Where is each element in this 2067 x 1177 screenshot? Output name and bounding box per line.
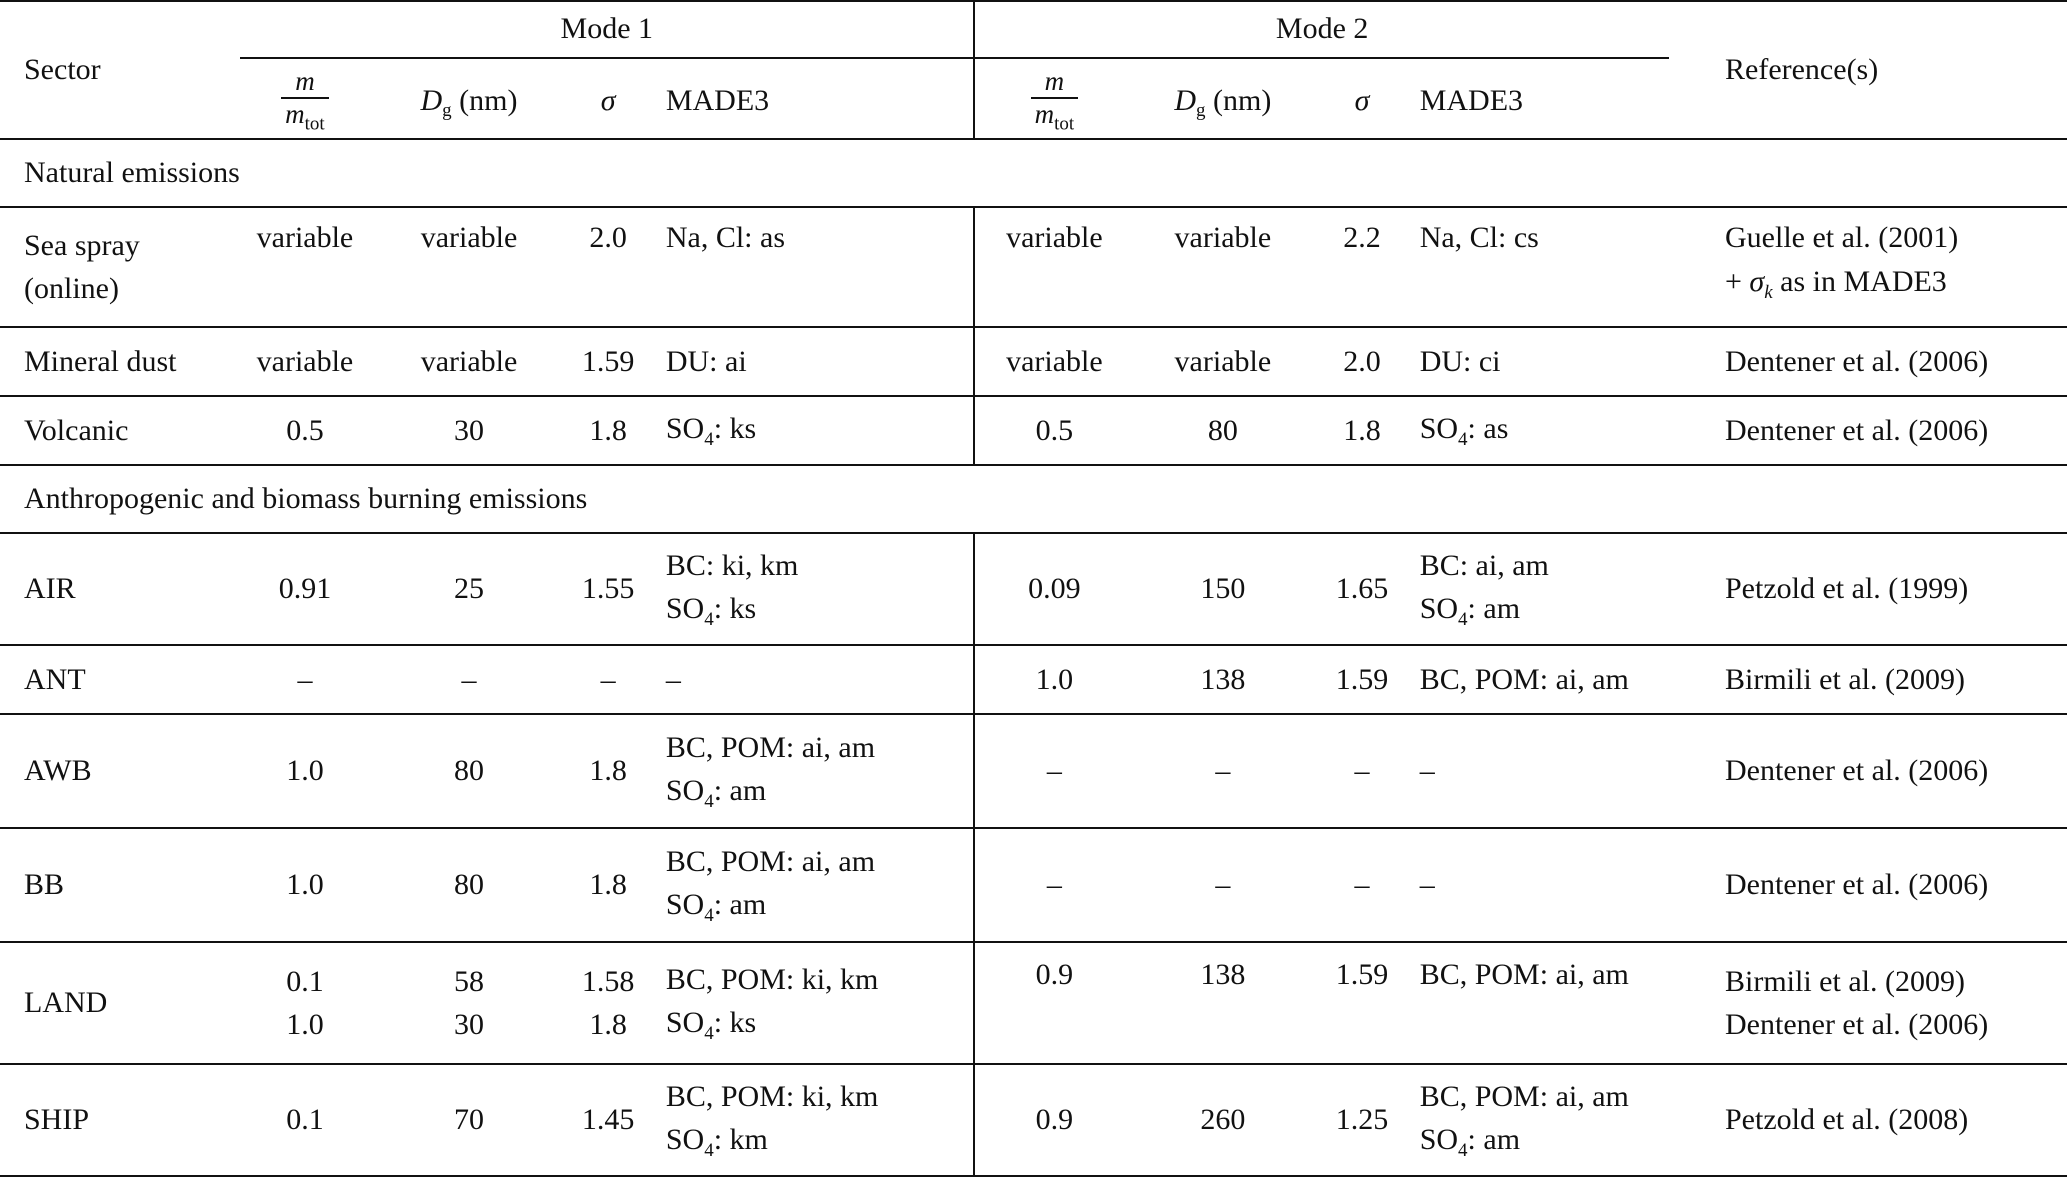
header-m2-made3: MADE3	[1419, 84, 1524, 118]
m1-made3-cell: DU: ai	[665, 344, 747, 378]
m2-fraction-cell: 0.09	[974, 533, 1133, 645]
m1-sigma-cell: 1.8	[589, 868, 627, 902]
section-row-anthropogenic	[0, 465, 2067, 533]
table-row-air	[0, 533, 2067, 645]
m1-fraction-cell: variable	[256, 344, 354, 378]
m2-fraction-cell: –	[974, 714, 1133, 828]
m1-made3-cell: Na, Cl: as	[665, 221, 785, 254]
section-label-natural: Natural emissions	[24, 156, 240, 190]
m1-sigma-cell: 2.0	[589, 221, 627, 254]
m1-fraction-cell: –	[297, 662, 313, 696]
m1-made3-cell: BC, POM: ai, am $SO_4$: am	[665, 730, 876, 813]
sector-cell: AWB	[24, 754, 92, 788]
reference-cell: Petzold et al. (1999)	[1725, 572, 1969, 606]
m1-diameter-cell: 80	[454, 868, 484, 902]
sector-cell: BB	[24, 868, 65, 902]
m2-made3-cell: $SO_4$: as	[1419, 412, 1509, 451]
m2-sigma-cell: 1.59	[1335, 662, 1389, 696]
reference-cell: Petzold et al. (2008)	[1725, 1103, 1969, 1137]
m1-diameter-cell: 70	[454, 1103, 484, 1137]
m1-fraction-cell: 1.0	[286, 754, 324, 788]
m2-sigma-cell: 1.65	[1335, 572, 1389, 606]
m2-fraction-cell: 1.0	[974, 645, 1133, 714]
m2-made3-cell: BC, POM: ai, am	[1419, 662, 1629, 696]
m1-made3-cell: BC, POM: ki, km $SO_4$: km	[665, 1079, 879, 1162]
m2-sigma-cell: 1.25	[1335, 1103, 1389, 1137]
sector-cell: Volcanic	[24, 413, 129, 447]
table-row-ship	[0, 1064, 2067, 1176]
sector-cell: AIR	[24, 572, 76, 606]
m2-made3-cell: –	[1419, 868, 1435, 902]
header-m2-diameter: $D_g$ (nm)	[1174, 84, 1272, 122]
reference-cell: Dentener et al. (2006)	[1725, 344, 1989, 378]
reference-cell: Birmili et al. (2009)	[1725, 662, 1965, 696]
header-m1-diameter: $D_g$ (nm)	[420, 84, 518, 122]
m2-diameter-cell: variable	[1174, 221, 1272, 254]
m2-made3-cell: BC, POM: ai, am $SO_4$: am	[1419, 1079, 1629, 1162]
m2-fraction-cell: variable	[974, 327, 1133, 396]
m2-sigma-cell: –	[1354, 868, 1370, 902]
m1-diameter-cell: 80	[454, 754, 484, 788]
m1-made3-cell: BC, POM: ai, am $SO_4$: am	[665, 844, 876, 927]
m2-diameter-cell: 260	[1200, 1103, 1246, 1137]
m2-diameter-cell: –	[1215, 754, 1231, 788]
header-row-1	[0, 1, 2067, 64]
m1-fraction-cell: 0.91	[278, 572, 332, 606]
m1-sigma-cell: 1.8	[589, 413, 627, 447]
m2-sigma-cell: 1.8	[1343, 413, 1381, 447]
m1-diameter-cell: 25	[454, 572, 484, 606]
m2-fraction-cell: variable	[974, 207, 1133, 327]
m2-diameter-cell: 138	[1200, 662, 1246, 696]
m2-made3-cell: DU: ci	[1419, 344, 1501, 378]
m2-diameter-cell: 138	[1200, 958, 1246, 991]
header-m1-sigma: σ	[600, 84, 616, 118]
sector-cell: Mineral dust	[24, 344, 177, 378]
m1-made3-cell: $SO_4$: ks	[665, 412, 757, 451]
m2-sigma-cell: 2.0	[1343, 344, 1381, 378]
m1-made3-cell: BC: ki, km $SO_4$: ks	[665, 548, 799, 631]
reference-cell: Dentener et al. (2006)	[1725, 754, 1989, 788]
header-mode1: Mode 1	[240, 7, 973, 59]
table-row-mineral-dust	[0, 327, 2067, 396]
m2-diameter-cell: variable	[1174, 344, 1272, 378]
header-m2-mass-fraction: $\frac{m}{m_{tot}}$	[974, 64, 1133, 139]
reference-cell: Dentener et al. (2006)	[1725, 868, 1989, 902]
m1-sigma-cell: –	[600, 662, 616, 696]
m2-made3-cell: –	[1419, 754, 1435, 788]
m1-sigma-cell: 1.45	[581, 1103, 635, 1137]
m2-sigma-cell: 1.59	[1335, 958, 1389, 991]
m2-sigma-cell: 2.2	[1343, 221, 1381, 254]
header-m1-mass-fraction: $\frac{m}{m_{tot}}$	[230, 64, 379, 139]
m2-made3-cell: Na, Cl: cs	[1419, 221, 1539, 254]
m1-sigma-cell: 1.58 1.8	[581, 964, 635, 1041]
m2-diameter-cell: –	[1215, 868, 1231, 902]
table-row-ant	[0, 645, 2067, 714]
m2-fraction-cell: –	[974, 828, 1133, 942]
header-mode2: Mode 2	[975, 7, 1669, 59]
m1-diameter-cell: 58 30	[454, 964, 484, 1041]
m1-fraction-cell: 0.5	[286, 413, 324, 447]
m1-fraction-cell: 0.1 1.0	[286, 964, 324, 1041]
m2-fraction-cell: 0.9	[974, 942, 1133, 1064]
header-m1-made3: MADE3	[665, 84, 770, 118]
m1-diameter-cell: variable	[420, 221, 518, 254]
m1-made3-cell: BC, POM: ki, km $SO_4$: ks	[665, 962, 879, 1045]
m1-diameter-cell: –	[461, 662, 477, 696]
header-sector: Sector	[24, 53, 101, 87]
table-row-sea-spray	[0, 207, 2067, 327]
m1-sigma-cell: 1.59	[581, 344, 635, 378]
header-m2-sigma: σ	[1354, 84, 1370, 118]
header-reference: Reference(s)	[1725, 53, 1879, 87]
section-label-anthropogenic: Anthropogenic and biomass burning emissions	[24, 482, 588, 516]
m1-fraction-cell: variable	[256, 221, 354, 254]
m1-sigma-cell: 1.8	[589, 754, 627, 788]
table-row-awb	[0, 714, 2067, 828]
section-row-natural	[0, 139, 2067, 207]
m1-fraction-cell: 1.0	[286, 868, 324, 902]
sector-cell: LAND	[24, 986, 108, 1020]
m2-fraction-cell: 0.9	[974, 1064, 1133, 1176]
reference-cell: Birmili et al. (2009) Dentener et al. (2006)	[1725, 964, 1989, 1041]
m2-made3-cell: BC, POM: ai, am	[1419, 958, 1629, 991]
table-row-volcanic	[0, 396, 2067, 465]
reference-cell: Guelle et al. (2001) + $\sigma_k$ as in MADE3	[1725, 221, 1959, 303]
sector-cell: SHIP	[24, 1103, 90, 1137]
m1-fraction-cell: 0.1	[286, 1103, 324, 1137]
m1-diameter-cell: variable	[420, 344, 518, 378]
sector-cell: Sea spray (online)	[24, 228, 140, 305]
m2-diameter-cell: 150	[1200, 572, 1246, 606]
m2-fraction-cell: 0.5	[974, 396, 1133, 465]
m1-diameter-cell: 30	[454, 413, 484, 447]
m2-sigma-cell: –	[1354, 754, 1370, 788]
sector-cell: ANT	[24, 662, 86, 696]
table-row-land	[0, 942, 2067, 1064]
reference-cell: Dentener et al. (2006)	[1725, 413, 1989, 447]
table-row-bb	[0, 828, 2067, 942]
m2-made3-cell: BC: ai, am $SO_4$: am	[1419, 548, 1549, 631]
m1-sigma-cell: 1.55	[581, 572, 635, 606]
m2-diameter-cell: 80	[1207, 413, 1238, 447]
m1-made3-cell: –	[665, 662, 681, 696]
